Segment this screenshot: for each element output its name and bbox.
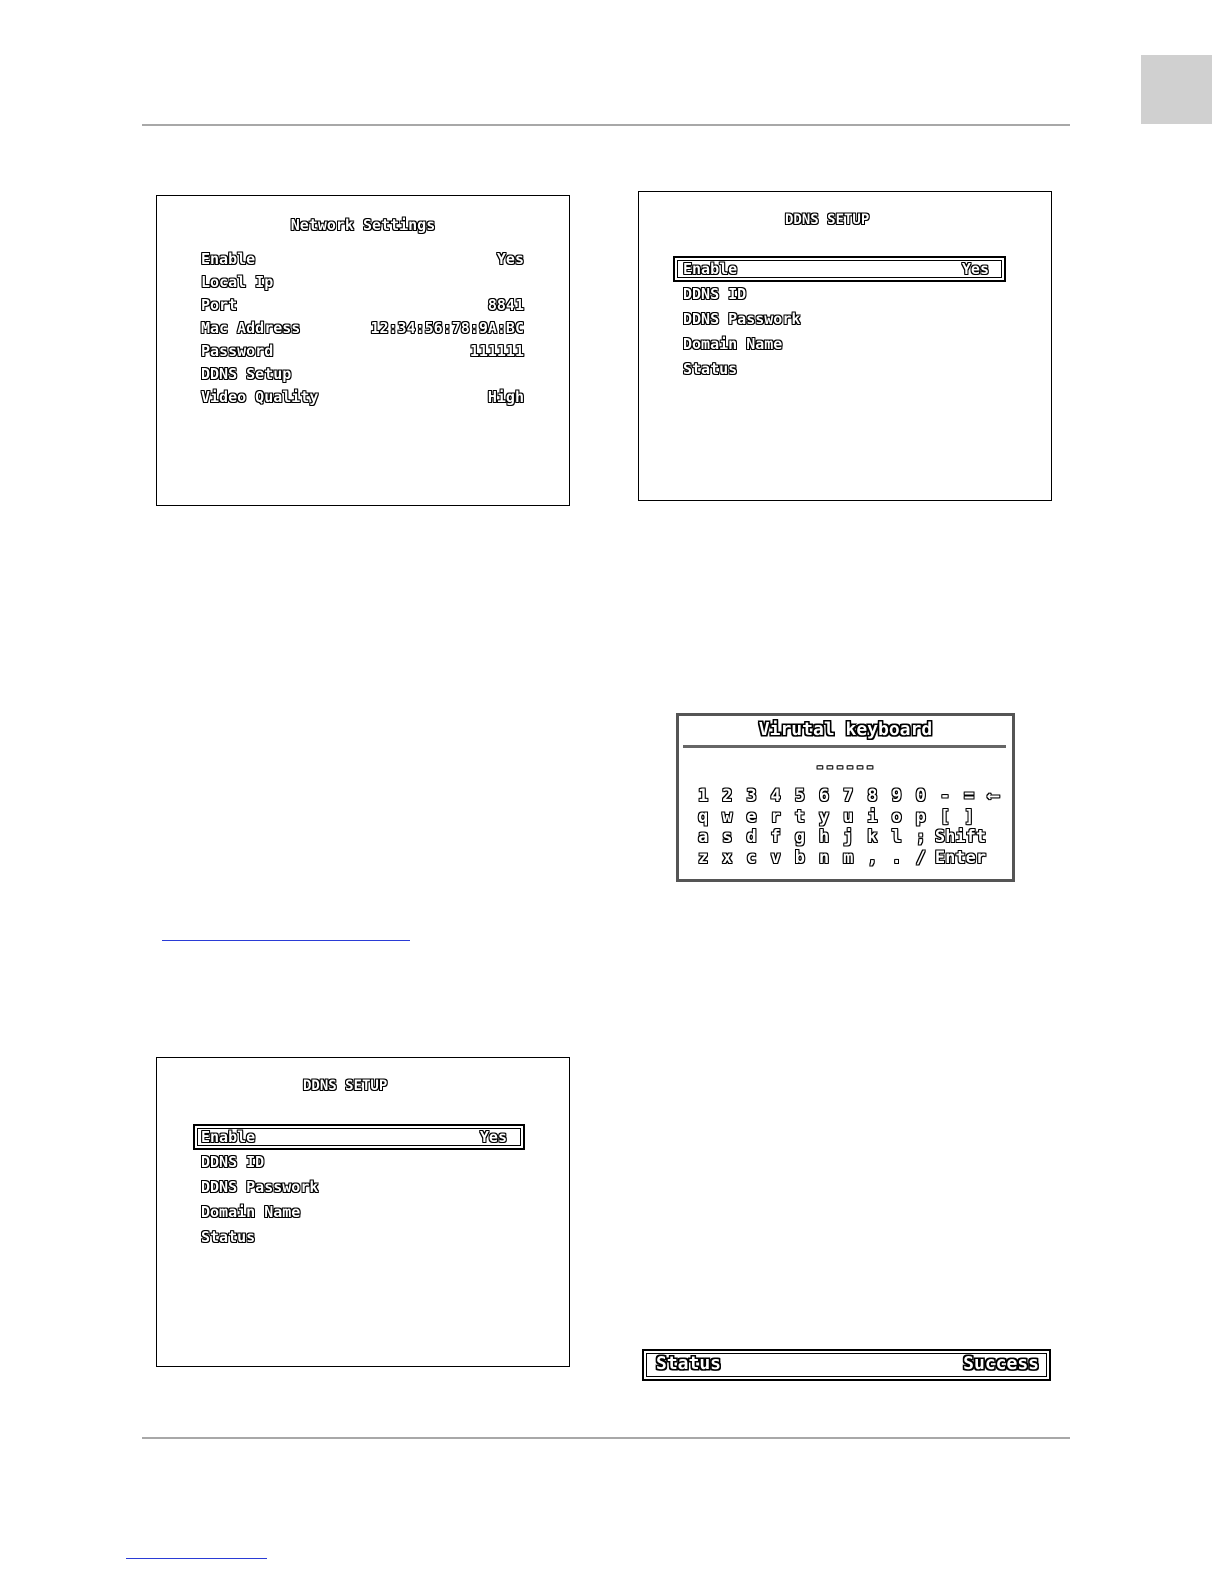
menu-item-domain-name[interactable]: Domain Name [201, 1203, 301, 1221]
menu-item-ddns-id[interactable]: DDNS ID [683, 285, 747, 303]
menu-item-local-ip[interactable]: Local Ip [201, 273, 274, 291]
menu-item-enable[interactable]: Enable [201, 1128, 256, 1146]
key[interactable]: a [697, 827, 709, 847]
key[interactable]: e [746, 806, 757, 827]
key[interactable]: g [794, 827, 805, 847]
network-settings-panel [156, 195, 570, 506]
keyboard-divider [683, 745, 1006, 748]
ddns-setup-title: DDNS SETUP [785, 212, 870, 228]
key[interactable]: z [697, 847, 709, 868]
menu-item-ddns-passwork[interactable]: DDNS Passwork [201, 1178, 319, 1196]
key[interactable]: 4 [770, 786, 781, 806]
footer-link-underline[interactable] [126, 1558, 267, 1559]
key[interactable]: c [746, 847, 757, 868]
key[interactable]: 6 [818, 786, 830, 806]
key[interactable]: - [939, 786, 951, 806]
menu-item-port[interactable]: Port [201, 296, 238, 314]
keyboard-input-field[interactable]: ------ [815, 758, 876, 776]
key[interactable]: 8 [867, 786, 878, 806]
key[interactable]: i [867, 806, 878, 827]
key[interactable]: u [843, 806, 854, 827]
menu-item-password[interactable]: Password [201, 342, 274, 360]
shift-key[interactable]: Shift [934, 827, 987, 847]
ddns-setup-panel-top [638, 191, 1052, 501]
key[interactable]: 2 [722, 786, 733, 806]
key[interactable]: 5 [794, 786, 805, 806]
key[interactable]: y [818, 806, 830, 827]
key[interactable]: 9 [891, 786, 902, 806]
backspace-key[interactable]: ⟵ [988, 786, 999, 806]
key[interactable]: h [818, 827, 830, 847]
key[interactable]: d [746, 827, 757, 847]
keyboard-title: Virutal keyboard [758, 719, 933, 740]
key[interactable]: w [722, 806, 733, 827]
key[interactable]: m [843, 847, 854, 868]
ddns-setup-title: DDNS SETUP [303, 1078, 388, 1094]
menu-value-enable: Yes [961, 260, 989, 278]
key[interactable]: [ [939, 806, 951, 827]
key[interactable]: k [867, 827, 878, 847]
ddns-status-bar [642, 1349, 1051, 1381]
header-rule [142, 124, 1070, 126]
enter-key[interactable]: Enter [934, 847, 987, 868]
menu-item-status[interactable]: Status [683, 360, 738, 378]
keyboard-row [691, 848, 986, 868]
menu-item-enable[interactable]: Enable [201, 250, 256, 268]
status-label: Status [656, 1353, 722, 1374]
menu-item-ddns-passwork[interactable]: DDNS Passwork [683, 310, 801, 328]
menu-value-video-quality: High [487, 388, 524, 406]
menu-item-video-quality[interactable]: Video Quality [201, 388, 319, 406]
menu-value-enable: Yes [496, 250, 524, 268]
key[interactable]: p [915, 806, 926, 827]
key[interactable]: n [818, 847, 830, 868]
key[interactable]: 7 [843, 786, 854, 806]
keyboard-row [691, 807, 981, 827]
network-settings-title: Network Settings [290, 216, 436, 234]
key[interactable]: j [843, 827, 854, 847]
menu-item-domain-name[interactable]: Domain Name [683, 335, 783, 353]
virtual-keyboard-panel [676, 713, 1015, 882]
key[interactable]: b [794, 847, 805, 868]
key[interactable]: r [770, 806, 781, 827]
key[interactable]: o [891, 806, 902, 827]
menu-value-mac-address: 12:34:56:78:9A:BC [370, 319, 524, 337]
menu-item-ddns-id[interactable]: DDNS ID [201, 1153, 265, 1171]
key[interactable]: / [915, 847, 926, 868]
keyboard-row [691, 786, 1005, 806]
menu-value-enable: Yes [479, 1128, 507, 1146]
key[interactable]: = [964, 786, 975, 806]
key[interactable]: 0 [915, 786, 926, 806]
menu-value-port: 8841 [487, 296, 524, 314]
menu-value-password: 111111 [469, 342, 524, 360]
key[interactable]: 3 [746, 786, 757, 806]
status-value: Success [963, 1353, 1039, 1374]
menu-item-ddns-setup[interactable]: DDNS Setup [201, 365, 292, 383]
key[interactable]: ] [964, 806, 975, 827]
hyperlink-underline[interactable] [162, 940, 410, 941]
key[interactable]: ; [915, 827, 926, 847]
key[interactable]: s [722, 827, 733, 847]
menu-item-status[interactable]: Status [201, 1228, 256, 1246]
key[interactable]: 1 [697, 786, 709, 806]
keyboard-row [691, 827, 986, 847]
menu-item-mac-address[interactable]: Mac Address [201, 319, 301, 337]
key[interactable]: x [722, 847, 733, 868]
key[interactable]: l [891, 827, 902, 847]
key[interactable]: , [867, 847, 878, 868]
ddns-setup-panel-bottom [156, 1057, 570, 1367]
menu-item-enable[interactable]: Enable [683, 260, 738, 278]
footer-rule [142, 1437, 1070, 1439]
key[interactable]: . [891, 847, 902, 868]
key[interactable]: t [794, 806, 805, 827]
key[interactable]: v [770, 847, 781, 868]
key[interactable]: f [770, 827, 781, 847]
chapter-tab [1141, 55, 1212, 124]
key[interactable]: q [697, 806, 709, 827]
